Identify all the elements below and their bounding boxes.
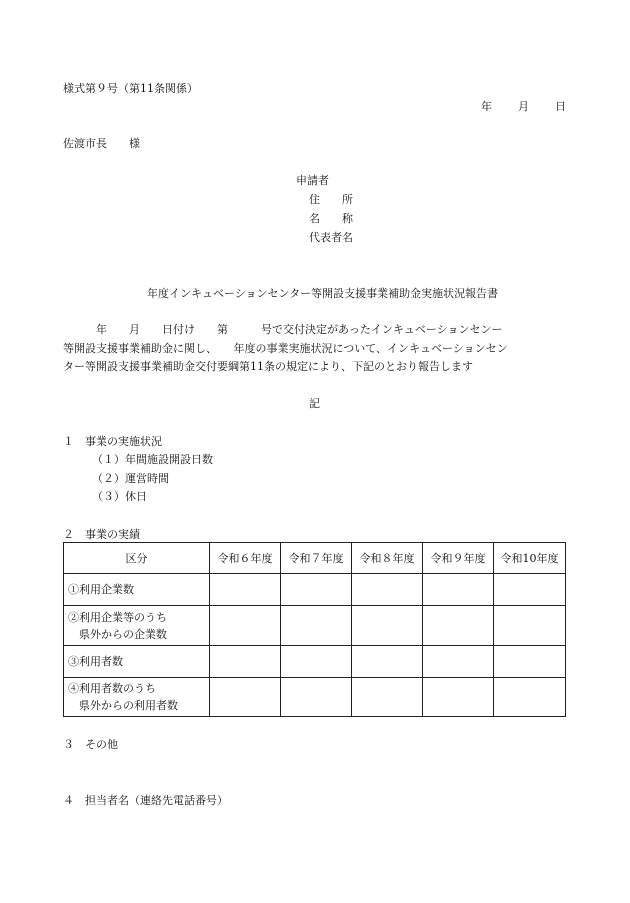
table-cell[interactable]	[423, 646, 494, 678]
table-row	[64, 606, 566, 646]
column-header: 令和６年度	[210, 543, 281, 574]
table-cell[interactable]	[352, 574, 423, 606]
table-row	[64, 646, 566, 678]
section-3-heading: ３ その他	[63, 738, 118, 751]
table-cell[interactable]	[423, 678, 494, 717]
document-title: 年度インキュベーションセンター等開設支援事業補助金実施状況報告書	[147, 287, 499, 300]
row-label-line: 県外からの企業数	[68, 627, 167, 641]
table-cell[interactable]	[281, 606, 352, 646]
table-cell[interactable]	[423, 574, 494, 606]
table-cell[interactable]	[352, 606, 423, 646]
performance-table	[63, 542, 566, 717]
section-4-heading: ４ 担当者名（連絡先電話番号）	[63, 794, 228, 807]
table-cell[interactable]	[210, 574, 281, 606]
row-label-line: ④利用者数のうち	[68, 682, 156, 695]
applicant-title: 申請者	[296, 174, 329, 187]
body-line-3: ター等開設支援事業補助金交付要綱第11条の規定により、下記のとおり報告します	[63, 360, 473, 373]
body-line-1: 年 月 日付け 第 号で交付決定があったインキュベーションセンー	[63, 323, 503, 336]
date-month-label: 月	[518, 100, 529, 113]
row-label-line: 県外からの利用者数	[68, 699, 178, 712]
row-label-line: ③利用者数	[68, 655, 123, 668]
table-cell[interactable]	[352, 678, 423, 717]
column-header: 令和８年度	[352, 543, 423, 574]
row-label-line: ①利用企業数	[68, 583, 134, 596]
applicant-address-label: 住 所	[309, 193, 353, 206]
row-label	[64, 678, 210, 717]
column-header: 令和10年度	[494, 543, 566, 574]
form-number: 様式第９号（第11条関係）	[63, 82, 198, 95]
table-cell[interactable]	[281, 574, 352, 606]
section-2-heading: ２ 事業の実績	[63, 528, 140, 541]
table-cell[interactable]	[494, 574, 566, 606]
table-cell[interactable]	[210, 678, 281, 717]
row-label	[64, 574, 210, 606]
column-header: 区分	[64, 543, 210, 574]
row-label-line: ②利用企業等のうち	[68, 610, 167, 624]
table-cell[interactable]	[494, 646, 566, 678]
row-label	[64, 646, 210, 678]
section-1-heading: １ 事業の実施状況	[63, 435, 162, 448]
table-cell[interactable]	[210, 646, 281, 678]
date-year-label: 年	[481, 100, 492, 113]
table-cell[interactable]	[352, 646, 423, 678]
table-cell[interactable]	[494, 678, 566, 717]
table-header-row	[64, 543, 566, 574]
table-cell[interactable]	[281, 678, 352, 717]
table-cell[interactable]	[281, 646, 352, 678]
column-header: 令和７年度	[281, 543, 352, 574]
body-line-2: 等開設支援事業補助金に関し、 年度の事業実施状況について、インキュベーションセン	[63, 342, 508, 355]
applicant-name-label: 名 称	[309, 212, 353, 225]
addressee: 佐渡市長 様	[63, 137, 140, 150]
table-cell[interactable]	[423, 606, 494, 646]
applicant-representative-label: 代表者名	[309, 231, 353, 244]
date-day-label: 日	[555, 100, 566, 113]
ki-marker: 記	[309, 397, 320, 410]
column-header: 令和９年度	[423, 543, 494, 574]
table-row	[64, 574, 566, 606]
row-label	[64, 606, 210, 646]
section-1-item: （１）年間施設開設日数	[92, 453, 213, 466]
table-row	[64, 678, 566, 717]
section-1-item: （３）休日	[92, 490, 147, 503]
table-cell[interactable]	[210, 606, 281, 646]
section-1-item: （２）運営時間	[92, 472, 169, 485]
table-cell[interactable]	[494, 606, 566, 646]
